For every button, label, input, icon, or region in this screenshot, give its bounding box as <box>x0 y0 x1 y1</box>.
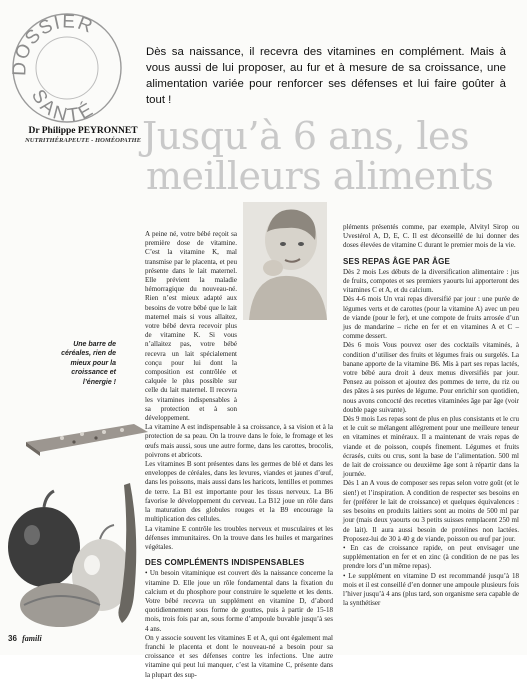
author-name: Dr Philippe PEYRONNET <box>28 126 138 136</box>
stamp-top-text: DOSSIER <box>9 11 97 77</box>
title-line-1: Jusqu’à 6 ans, les <box>142 114 470 158</box>
article-column-2 <box>343 223 519 608</box>
image-caption: Une barre de céréales, rien de mieux pour la croissance et l’énergie ! <box>61 341 116 386</box>
dossier-sante-stamp <box>6 6 128 128</box>
col1-paragraph-5: • Un besoin vitaminique est couvert dès la naissance concerne la vitamine D. Elle joue un rôle fondamental dans la fixation du calcium et du phosphore pour construire le squelette et les dents. Votre bébé recevra un supplément en vitamine D, d’abord quotidiennement sous forme de gouttes, puis à partir de 15-18 mois, trois fois par an, sous forme d’ampoule buvable jusqu’à ses 4 ans. <box>145 569 333 633</box>
col2-paragraph-8: • Le supplément en vitamine D est recommandé jusqu’à 18 mois et il est conseillé d’en donner une ampoule plusieurs fois l’hiver jusqu’à 4 ans (plus tard, son organisme sera capable de la synthétiser <box>343 571 519 608</box>
article-column-1 <box>145 230 333 680</box>
svg-text:SANTÉ <box>27 86 99 127</box>
page-number: 36 <box>8 634 17 643</box>
author-block <box>24 126 142 144</box>
col2-paragraph-5: Dès 9 mois Les repas sont de plus en plus consistants et le cru et le cuit se mélangent allégrement pour une meilleure teneur en vitamines et minéraux. Il a maintenant de vrais repas de viande et de poisson, coupés finement. Légumes et fruits écrasés, cuits ou crus, sont la base de l’alimentation. 500 ml de lait de croissance ou deuxième âge sont à répartir dans la journée. <box>343 415 519 479</box>
col2-paragraph-4: Dès 6 mois Vous pouvez oser des cocktails vitaminés, à condition d’utiliser des fruits et légumes frais ou surgelés. La banane apporte de la vitamine B6. Mis à part ses repas lactés, votre bébé aura droit à deux menus diversifiés par jour. Pensez au poisson et ajoutez des pommes de terre, du riz ou des pâtes à ses purées de légume. Pour enrichir son quotidien, nous avons concocté des recettes vitaminées âge par âge (voir double page suivante). <box>343 341 519 414</box>
title-line-2: meilleurs aliments <box>146 154 494 198</box>
cereal-bar-image <box>22 418 152 458</box>
intro-paragraph: Dès sa naissance, il recevra des vitamines en complément. Mais à vous aussi de lui proposer, au fur et à mesure de sa croissance, une alimentation variée pour renforcer ses défenses et lui faire goûter à tout ! <box>146 46 506 106</box>
fruit-vegetable-image <box>4 455 142 633</box>
col2-paragraph-1: pléments présentés comme, par exemple, Alvityl Sirop ou Uvestérol A, D, E, C. Il est déconseillé de lui donner des doses élevées de vitamine C durant le premier mois de la vie. <box>343 223 519 250</box>
col1-paragraph-2: La vitamine A est indispensable à sa croissance, à sa vision et à la protection de sa peau. On la trouve dans le foie, le fromage et les œufs mais aussi, sous une autre forme, dans les carottes, brocolis, poivrons et abricots. <box>145 423 333 459</box>
col1-heading: DES COMPLÉMENTS INDISPENSABLES <box>145 558 305 568</box>
col2-paragraph-3: Dès 4-6 mois Un vrai repas diversifié par jour : une purée de légumes verts et de carottes (pour la vitamine A) avec un peu de viande (pour le fer), et une compote de fruits arrosée d’un jus de mandarine – riche en fer et en vitamines A et C – comme dessert. <box>343 295 519 341</box>
col1-paragraph-6: On y associe souvent les vitamines E et A, qui ont également mal franchi le placenta et dont le nouveau-né a besoin pour sa croissance et ses défenses contre les infections. Une autre vitamine qui peut lui manquer, c’est la vitamine C, présente dans la plupart des sup- <box>145 633 333 679</box>
stamp-circle-graphic <box>6 6 128 128</box>
article-title <box>142 116 522 196</box>
stamp-bottom-text: SANTÉ <box>26 86 100 127</box>
author-role: NUTRITHÉRAPEUTE - HOMÉOPATHE <box>24 137 141 144</box>
col2-paragraph-6: Dès 1 an A vous de composer ses repas selon votre goût (et le sien!) et l’inspiration. A condition de respecter ses besoins en fer (préférer le lait de croissance) et quelques équivalences : ses besoins en produits laitiers sont au moins de 500 ml par jour (mais deux yaourts ou 3 petits suisses remplacent 250 ml de lait). Il aura aussi besoin de protéines non lactées. Proposez-lui de 30 à 40 g de viande, poisson ou œuf par jour. <box>343 479 519 543</box>
svg-text:DOSSIER <box>9 11 96 76</box>
col1-paragraph-1: A peine né, votre bébé reçoit sa première dose de vitamine. C’est la vitamine K, mal transmise par le placenta, et peu présente dans le lait maternel. Elle prévient la maladie hémorragique du nouveau-né. Rien n’est mieux adapté aux besoins de votre bébé que le lait maternel mais si vous allaitez, votre bébé devra recevoir plus de vitamine K. Si vous n’allaitez pas, votre bébé recevra un lait spécialement conçu pour lui dont la composition est contrôlée et calquée le plus possible sur celle du lait maternel. Il recevra les vitamines indispensables à sa protection et à son développement. <box>145 230 237 423</box>
col2-heading: SES REPAS ÂGE PAR ÂGE <box>343 256 451 266</box>
col2-paragraph-2: Dès 2 mois Les débuts de la diversification alimentaire : jus de fruits, compotes et ses premiers yaourts lui apporteront des vitamines C et A, et du calcium. <box>343 267 519 295</box>
magazine-brand: famili <box>22 634 42 643</box>
col2-paragraph-7: • En cas de croissance rapide, on peut envisager une supplémentation en fer et en zinc (à condition de ne pas les prendre lors d’un même repas). <box>343 543 519 571</box>
col1-paragraph-4: La vitamine E contrôle les troubles nerveux et musculaires et les défenses immunitaires. On la trouve dans les huiles et margarines végétales. <box>145 524 333 551</box>
page-footer <box>8 634 42 643</box>
col1-paragraph-3: Les vitamines B sont présentes dans les germes de blé et dans les enveloppes de céréales, dans les levures, viandes et jaunes d’œuf, dans les poissons, mais aussi dans les haricots, lentilles et pommes de terre. La B1 est importante pour les tissus nerveux. La B6 favorise le développement du cerveau. La B12 joue un rôle dans la maturation des globules rouges et la B9 encourage la multiplication des cellules. <box>145 460 333 524</box>
